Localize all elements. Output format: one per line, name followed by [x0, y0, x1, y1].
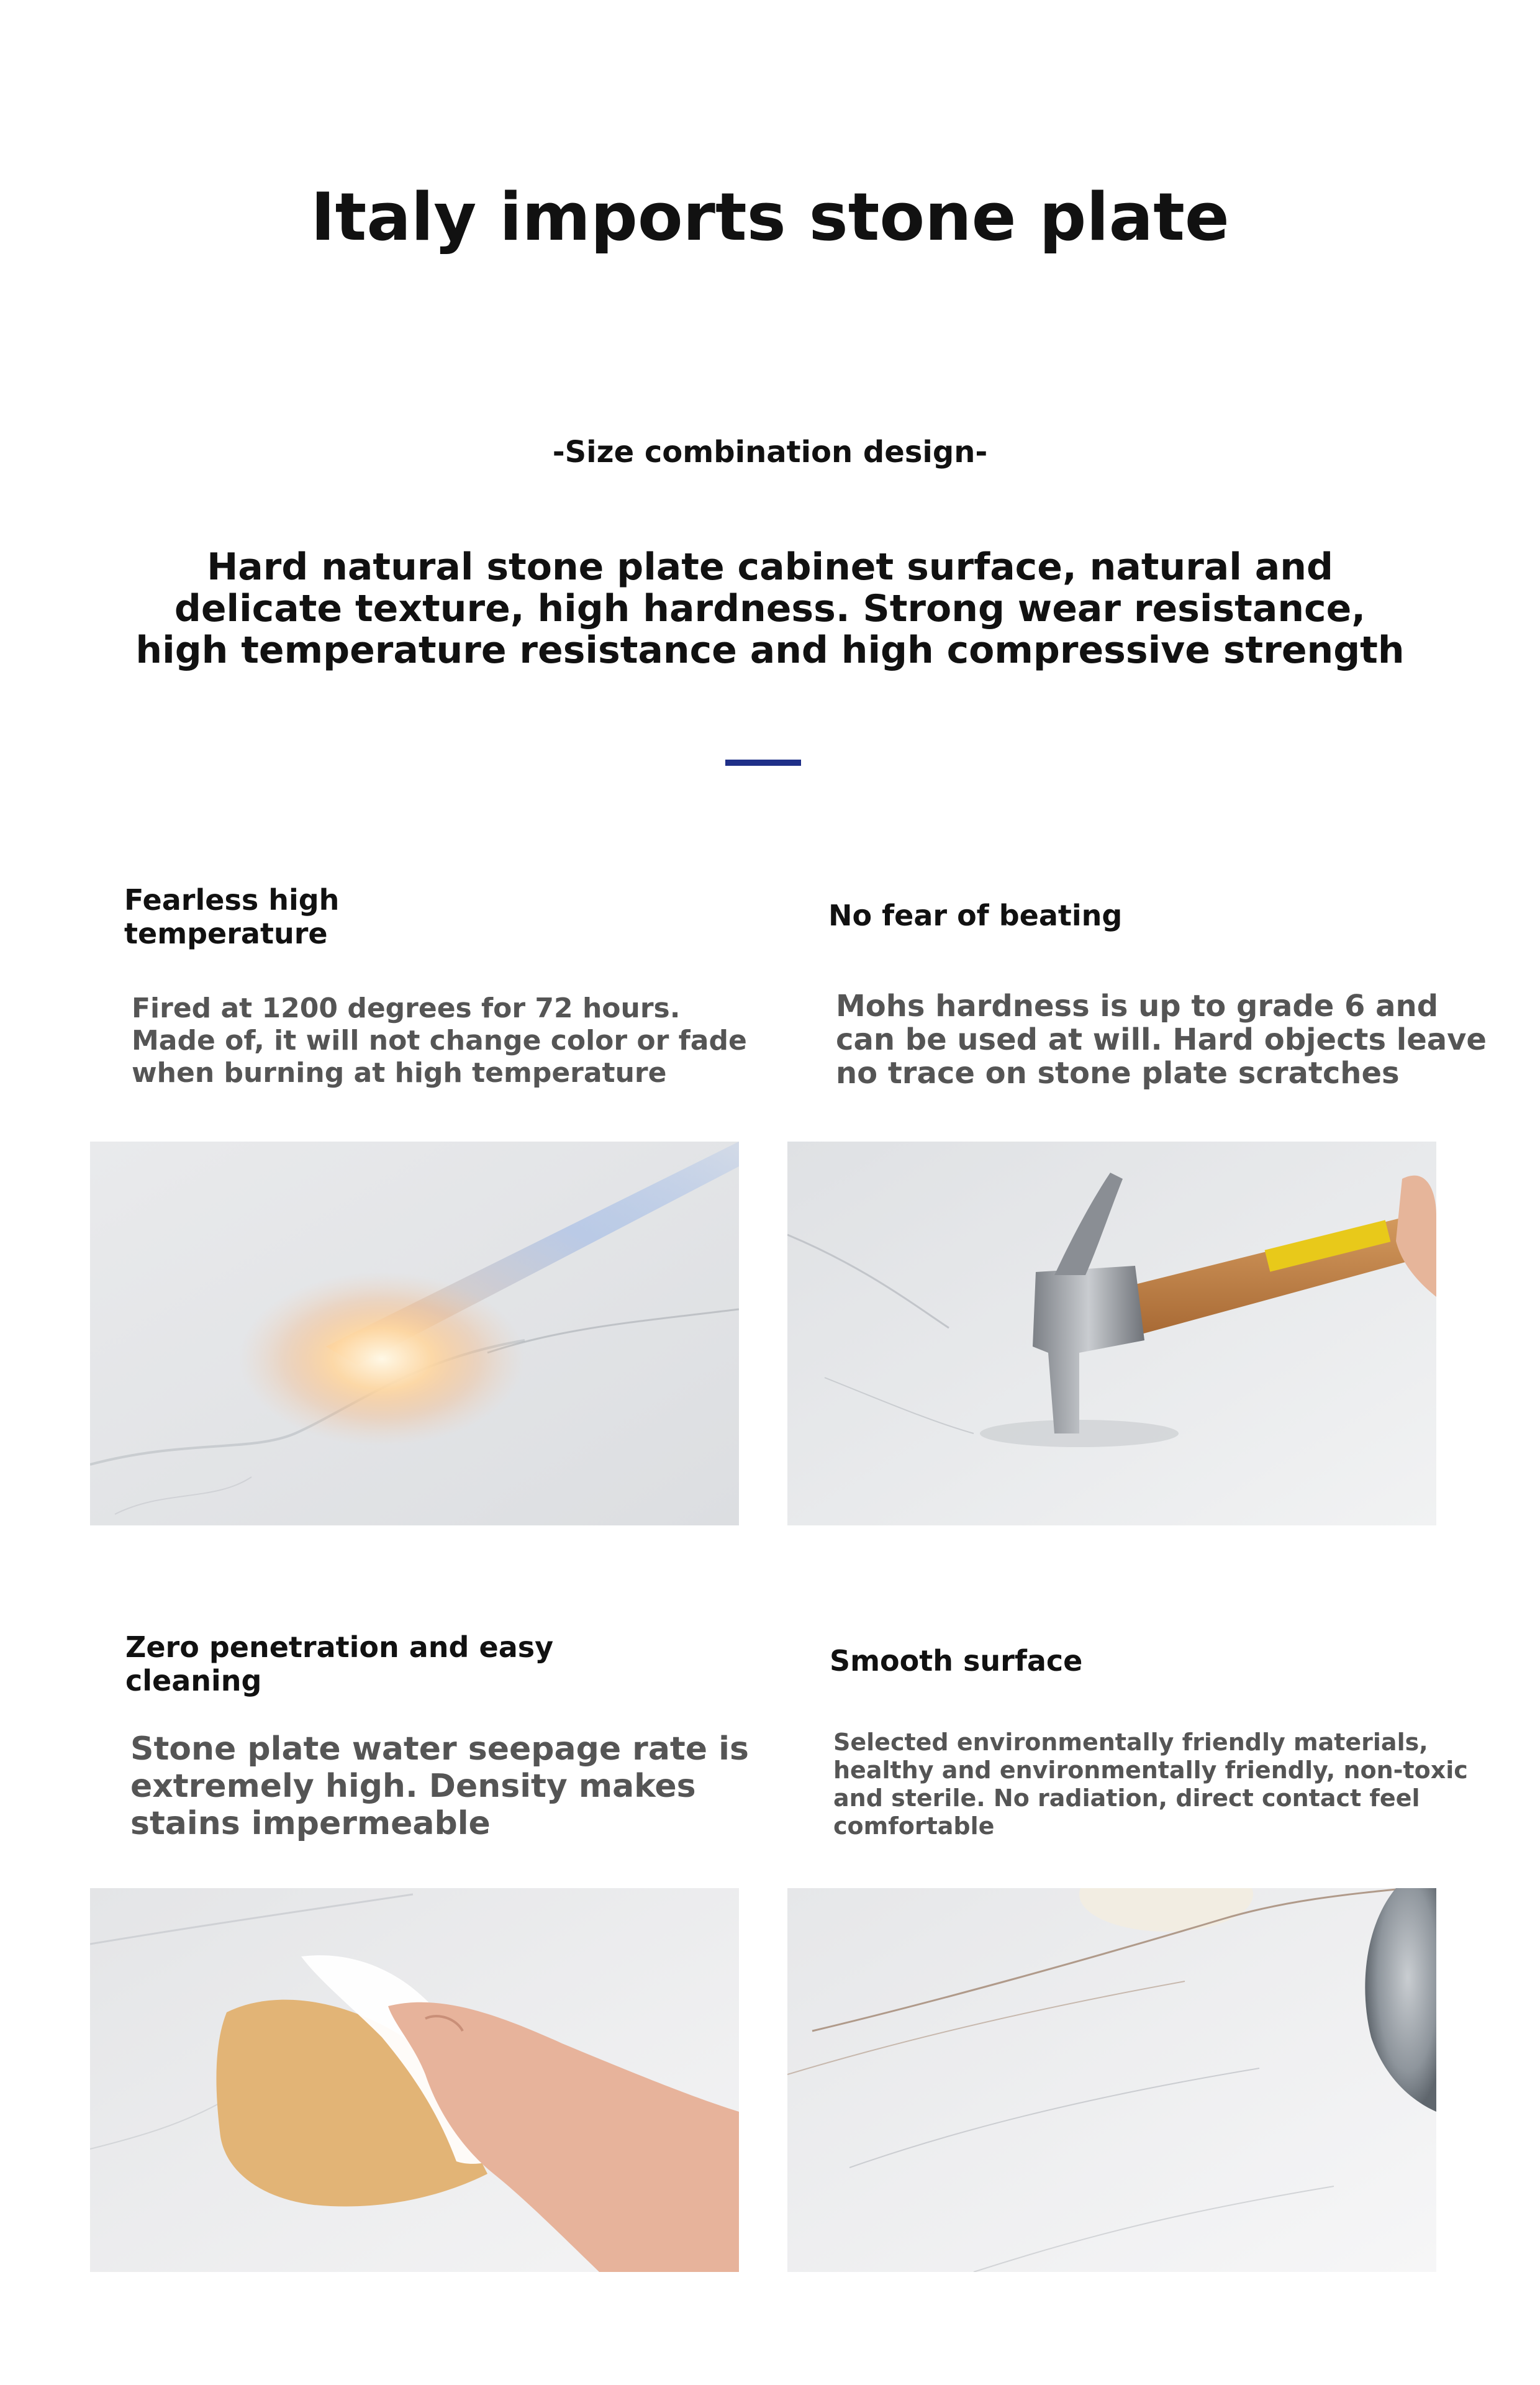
accent-divider: [725, 760, 801, 766]
intro-line: delicate texture, high hardness. Strong wear resistance,: [174, 587, 1366, 630]
feature-desc-zero-penetration: [130, 1730, 749, 1842]
intro-paragraph: [0, 547, 1540, 671]
feature-title-zero-penetration: [125, 1630, 553, 1697]
feature-desc-line: healthy and environmentally friendly, non-toxic: [833, 1756, 1468, 1784]
feature-title-smooth-surface: [830, 1644, 1082, 1678]
smooth-marble-surface-image: [787, 1888, 1436, 2272]
intro-line: high temperature resistance and high compressive strength: [135, 629, 1405, 672]
feature-desc-line: no trace on stone plate scratches: [836, 1056, 1400, 1091]
page-title: Italy imports stone plate: [310, 179, 1230, 255]
blowtorch-on-stone-image: [90, 1142, 739, 1525]
feature-desc-line: can be used at will. Hard objects leave: [836, 1022, 1487, 1057]
feature-title-high-temperature: [124, 883, 339, 950]
feature-desc-line: Mohs hardness is up to grade 6 and: [836, 989, 1439, 1024]
feature-title-line: Smooth surface: [830, 1644, 1083, 1678]
feature-title-line: No fear of beating: [828, 899, 1123, 932]
feature-desc-smooth-surface: [833, 1729, 1468, 1840]
feature-desc-high-temperature: [132, 993, 747, 1089]
section-subtitle: -Size combination design-: [552, 435, 988, 470]
feature-title-line: temperature: [124, 917, 328, 950]
feature-desc-line: Stone plate water seepage rate is: [130, 1730, 749, 1768]
feature-desc-line: Fired at 1200 degrees for 72 hours.: [132, 993, 681, 1024]
feature-desc-line: when burning at high temperature: [132, 1057, 667, 1089]
feature-desc-line: Selected environmentally friendly materials,: [833, 1729, 1428, 1756]
feature-title-beating: [828, 899, 1122, 932]
feature-desc-line: Made of, it will not change color or fade: [132, 1025, 747, 1056]
hammer-on-stone-image: [787, 1142, 1436, 1525]
feature-desc-beating: [836, 989, 1487, 1090]
feature-title-line: Fearless high: [124, 883, 340, 917]
feature-desc-line: stains impermeable: [130, 1805, 491, 1842]
feature-desc-line: extremely high. Density makes: [130, 1768, 696, 1805]
feature-desc-line: comfortable: [833, 1812, 995, 1840]
feature-title-line: cleaning: [125, 1664, 262, 1697]
feature-title-line: Zero penetration and easy: [125, 1630, 554, 1664]
feature-desc-line: and sterile. No radiation, direct contact feel: [833, 1784, 1420, 1812]
intro-line: Hard natural stone plate cabinet surface, natural and: [207, 545, 1333, 589]
wiping-stain-image: [90, 1888, 739, 2272]
